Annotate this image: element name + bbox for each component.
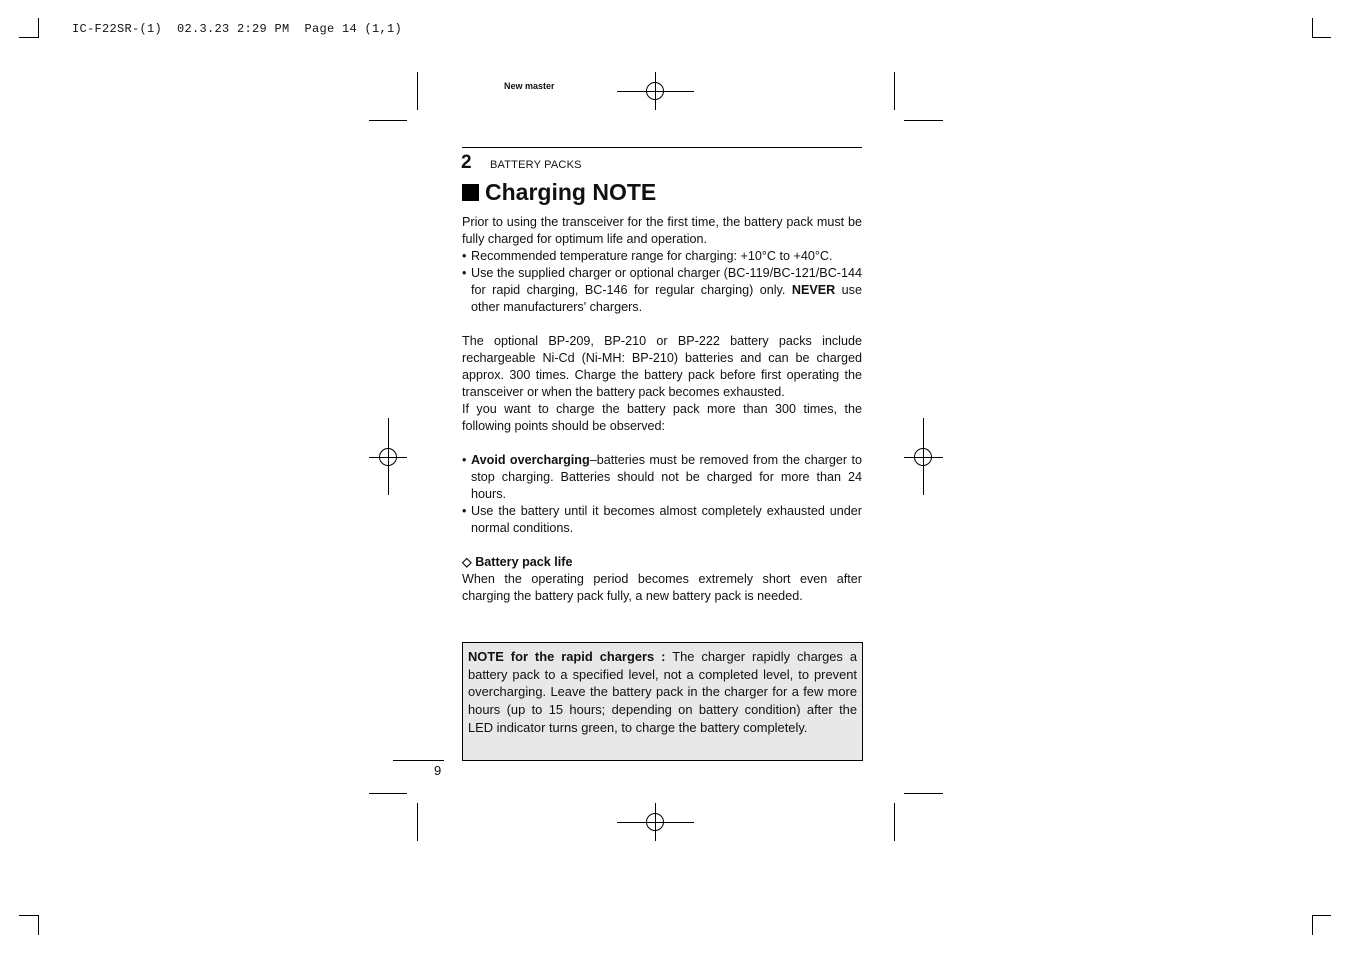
body-paragraph: When the operating period becomes extremely short even after charging the battery pack fully, a new battery pack is needed. — [462, 572, 862, 603]
list-item-text — [471, 452, 862, 503]
page-number: 9 — [434, 763, 442, 778]
body-paragraph: The optional BP-209, BP-210 or BP-222 battery packs include rechargeable Ni-Cd (Ni-MH: BP-210) batteries and can be charged approx. 300 times. Charge the battery pack before first operating the transceiver or when the battery pack becomes exhausted. — [462, 334, 862, 399]
list-item-text-lead: Use the supplied charger or optional charger (BC-119/BC-121/BC-144 for rapid charging, BC-146 for regular charging) only. — [471, 266, 862, 297]
list-item-text: Recommended temperature range for charging: +10°C to +40°C. — [471, 249, 833, 263]
print-slug: IC-F22SR-(1) 02.3.23 2:29 PM Page 14 (1,1) — [72, 22, 403, 36]
list-item — [462, 248, 862, 265]
list-item-text: Use the battery until it becomes almost completely exhausted under normal conditions. — [471, 504, 862, 535]
intro-paragraph: Prior to using the transceiver for the first time, the battery pack must be fully charged for optimum life and operation. — [462, 215, 862, 246]
registration-circle — [646, 813, 664, 831]
note-label: NOTE for the rapid chargers : — [468, 649, 666, 664]
trim-mark — [894, 803, 895, 841]
subsection-heading-text: Battery pack life — [475, 555, 573, 569]
master-label: New master — [504, 81, 555, 91]
subsection-heading — [462, 554, 862, 571]
square-bullet-icon — [462, 184, 479, 201]
list-item — [462, 452, 862, 503]
trim-mark — [894, 72, 895, 110]
section-title-text: Charging NOTE — [485, 179, 657, 205]
chapter-title: BATTERY PACKS — [490, 159, 582, 171]
list-item-text-tail: –batteries must be removed from the charger to stop charging. Batteries should not be charged for more than 24 hours. — [471, 453, 862, 501]
crop-mark — [1312, 18, 1313, 38]
crop-mark — [1312, 915, 1313, 935]
footer-rule — [393, 760, 444, 761]
body-paragraph: If you want to charge the battery pack more than 300 times, the following points should be observed: — [462, 402, 862, 433]
list-item-emphasis: NEVER — [791, 283, 836, 297]
trim-mark — [417, 72, 418, 110]
note-text: The charger rapidly charges a battery pack to a specified level, not a completed level, to prevent overcharging. Leave the battery pack in the charger for a few more hours (up to 15 hours; depending on battery condition) after the LED indicator turns green, to charge the battery completely. — [468, 649, 857, 735]
bullet-dot: • — [462, 266, 467, 280]
note-box — [462, 642, 863, 761]
crop-mark — [19, 37, 38, 38]
bullet-dot: • — [462, 504, 467, 518]
bullet-dot: • — [462, 453, 467, 467]
registration-circle — [646, 82, 664, 100]
trim-mark — [369, 793, 407, 794]
diamond-icon: ◇ — [462, 555, 472, 569]
trim-mark — [369, 120, 407, 121]
chapter-number: 2 — [461, 152, 472, 173]
trim-mark — [904, 793, 943, 794]
crop-mark — [19, 915, 38, 916]
registration-circle — [914, 448, 932, 466]
list-item — [462, 265, 862, 316]
trim-mark — [904, 120, 943, 121]
list-item-text — [471, 265, 862, 316]
crop-mark — [38, 915, 39, 935]
crop-mark — [38, 18, 39, 38]
section-title — [462, 179, 656, 206]
crop-mark — [1312, 915, 1331, 916]
list-item-text-tail: use other manufacturers' chargers. — [471, 283, 862, 314]
trim-mark — [417, 803, 418, 841]
main-content — [462, 214, 862, 605]
registration-circle — [379, 448, 397, 466]
header-rule — [462, 147, 862, 148]
list-item — [462, 503, 862, 537]
bullet-dot: • — [462, 249, 467, 263]
list-item-emphasis: Avoid overcharging — [471, 453, 590, 467]
crop-mark — [1312, 37, 1331, 38]
